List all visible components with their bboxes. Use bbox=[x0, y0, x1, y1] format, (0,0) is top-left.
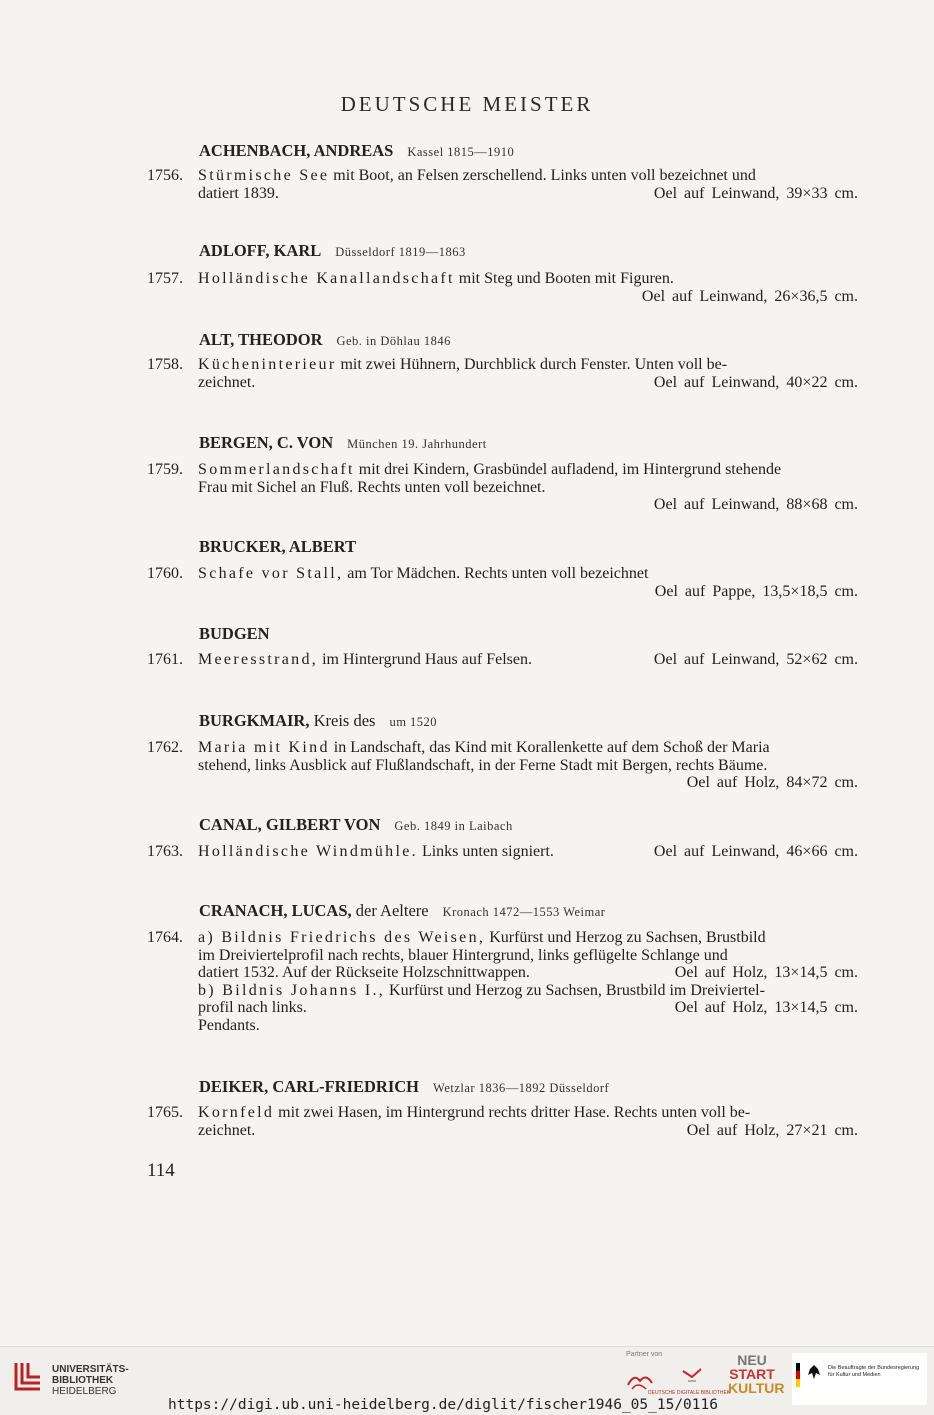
page-heading: DEUTSCHE MEISTER bbox=[340, 92, 594, 116]
artist-name: DEIKER, CARL-FRIEDRICH Wetzlar 1836—1892 Düsseldorf bbox=[199, 1077, 610, 1096]
artist-name: CRANACH, LUCAS, der Aeltere Kronach 1472—1553 Weimar bbox=[199, 901, 606, 920]
artist-name: ADLOFF, KARL Düsseldorf 1819—1863 bbox=[199, 241, 466, 260]
artist-name: ALT, THEODOR Geb. in Döhlau 1846 bbox=[199, 330, 451, 349]
bkm-logo[interactable]: Die Beauftragte der Bundesregierung für Kultur und Medien bbox=[792, 1353, 927, 1405]
permalink-url[interactable]: https://digi.ub.uni-heidelberg.de/diglit/fischer1946_05_15/0116 bbox=[168, 1397, 718, 1413]
library-name[interactable]: UNIVERSITÄTS- BIBLIOTHEK HEIDELBERG bbox=[52, 1364, 129, 1397]
artist-name: BERGEN, C. VON München 19. Jahrhundert bbox=[199, 433, 487, 452]
digital-library-caption: DEUTSCHE DIGITALE BIBLIOTHEK bbox=[648, 1390, 731, 1396]
footer-bar bbox=[0, 1346, 934, 1415]
page-number: 114 bbox=[147, 1160, 175, 1181]
artist-name: BRUCKER, ALBERT bbox=[199, 537, 357, 556]
german-flag-icon bbox=[796, 1363, 800, 1387]
artist-name: CANAL, GILBERT VON Geb. 1849 in Laibach bbox=[199, 815, 513, 834]
catalog-page: DEUTSCHE MEISTER ACHENBACH, ANDREAS Kassel 1815—1910 1756. Stürmische See mit Boot, an Felsen zerschellend. Links unten voll bezeichnet und datiert 1839. Oel auf Leinwand, 39×33 cm. ADLOFF, KARL Düsseldorf 1819—1863 1757. Holländische Kanallandschaft mit Steg und Booten mit Figuren. Oel auf Leinwand, 26×36,5 cm. ALT, THEODOR Geb. in Döhlau 1846 1758. Kücheninterieur mit zwei Hühnern, Durchblick durch Fenster. Unten voll be- zeichnet. Oel auf Leinwand, 40×22 cm. BERGEN, C. VON München 19. Jahrhundert 1759. Sommerlandschaft mit drei Kindern, Grasbündel aufladend, im Hintergrund stehende Frau mit Sichel an Fluß. Rechts unten voll bezeichnet. Oel auf Leinwand, 88×68 cm. BRUCKER, ALBERT 1760. Schafe vor Stall, am Tor Mädchen. Rechts unten voll bezeichnet Oel auf Pappe, 13,5×18,5 cm. BUDGEN 1761. Meeresstrand, im Hintergrund Haus auf Felsen. Oel auf Leinwand, 52×62 cm. BURGKMAIR, Kreis des um 1520 1762. Maria mit Kind in Landschaft, das Kind mit Korallenkette auf dem Schoß der Maria stehend, links Ausblick auf Flußlandschaft, in der Ferne Stadt mit Bergen, rechts Bäume. Oel auf Holz, 84×72 cm. CANAL, GILBERT VON Geb. 1849 in Laibach 1763. Holländische Windmühle. Links unten signiert. Oel auf Leinwand, 46×66 cm. CRANACH, LUCAS, der Aeltere Kronach 1472—1553 Weimar 1764. a) Bildnis Friedrichs des Weisen, Kurfürst und Herzog zu Sachsen, Brustbild im Dreiviertelprofil nach rechts, blauer Hintergrund, links geflügelte Schlange und datiert 1532. Auf der Rückseite Holzschnittwappen. Oel auf Holz, 13×14,5 cm. b) Bildnis Johanns I., Kurfürst und Herzog zu Sachsen, Brustbild im Dreiviertel- profil nach links. Oel auf Holz, 13×14,5 cm. Pendants. DEIKER, CARL-FRIEDRICH Wetzlar 1836—1892 Düsseldorf 1765. Kornfeld mit zwei Hasen, im Hintergrund rechts dritter Hase. Rechts unten voll be- zeichnet. Oel auf Holz, 27×21 cm. 114 bbox=[0, 0, 934, 1346]
artist-name: BUDGEN bbox=[199, 624, 270, 643]
artist-name: ACHENBACH, ANDREAS Kassel 1815—1910 bbox=[199, 141, 515, 160]
neustart-kultur-logo[interactable]: NEU START KULTUR bbox=[728, 1352, 785, 1396]
partner-bird-logo-icon[interactable] bbox=[680, 1365, 704, 1387]
artist-name: BURGKMAIR, Kreis des um 1520 bbox=[199, 711, 438, 730]
university-library-logo-icon[interactable] bbox=[12, 1359, 44, 1395]
federal-eagle-icon bbox=[806, 1363, 822, 1381]
partner-label: Partner von bbox=[626, 1351, 663, 1358]
